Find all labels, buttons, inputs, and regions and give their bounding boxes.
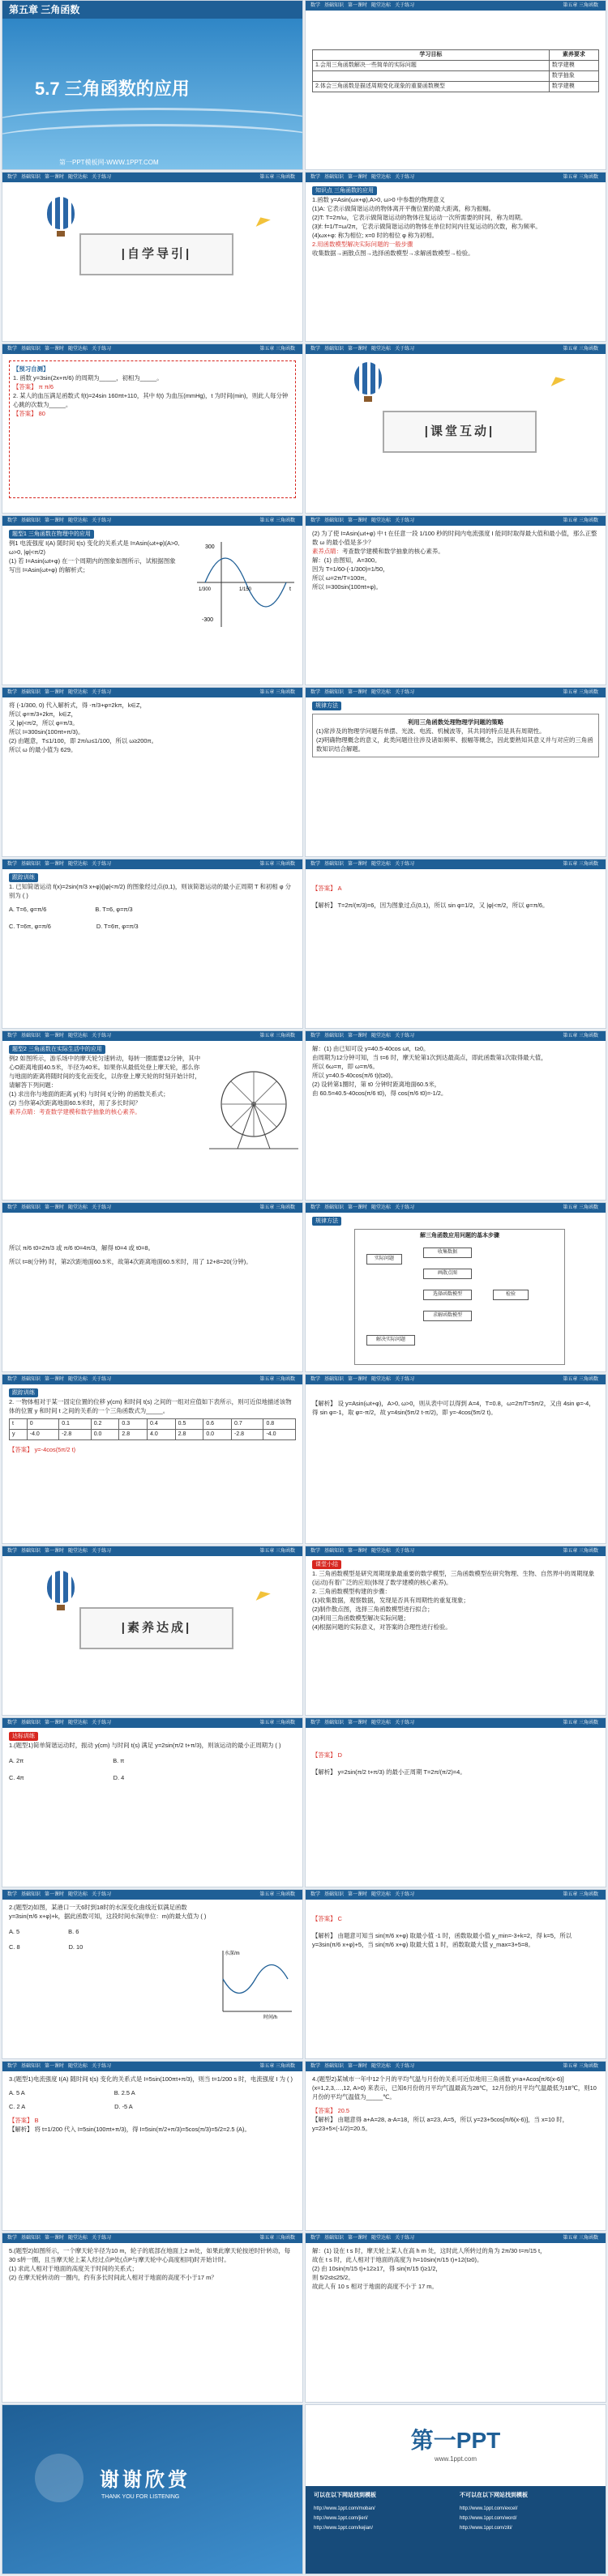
row-10 [0, 1546, 608, 1717]
section-title: |课堂互动| [383, 411, 537, 453]
row-14 [0, 2233, 608, 2404]
slide-10[interactable]: 数学 基础知识 第一课时 随堂达标 关于练习 第五章 三角函数 规律方法 利用三角函数处理物理学问题的策略 (1)常涉及的物理学问题有单摆、光波、电流、机械波等，其共同的特点是具有周期性。 (2)明确物理概念的意义，此类问题往往涉及诸如频率、振幅等概念，因此要熟知其意义并与对应的三角函数知识结合解题。 [305, 687, 606, 857]
table-cell: t [10, 1419, 28, 1430]
table-cell: 0.0 [91, 1430, 119, 1440]
row-13 [0, 2061, 608, 2233]
paper-plane-icon [548, 373, 566, 386]
link[interactable]: http://www.1ppt.com/excel/ [460, 2506, 518, 2511]
table-cell: 0 [27, 1419, 58, 1430]
table-cell: 0.5 [175, 1419, 203, 1430]
slide-27[interactable]: 数学 基础知识 第一课时 随堂达标 关于练习 第五章 三角函数 5.(题型2)如图所示，一个摩天轮半径为10 m，轮子的底部在地面上2 m处，如果此摩天轮按逆时针转动，每30 s转一圈，且当摩天轮上某人经过点P处(点P与摩天轮中心高度相同)时开始计时。 (1) 求此人相对于地面的高度关于时间的关系式； (2) 在摩天轮转动的一圈内，约有多长时间此人相对于地面的高度不小于17 m？ [2, 2233, 303, 2403]
water-depth-graph [215, 1947, 296, 2019]
slide-20[interactable]: 数学 基础知识 第一课时 随堂达标 关于练习 第五章 三角函数 课堂小结 1. 三角函数模型是研究周期现象最重要的数学模型，三角函数模型在研究物理、生物、自然界中的周期现象(运动)有着广泛的应用(体现了数学建模的核心素养)。 2. 三角函数模型构建的步骤： (1)收集数据，观察数据，发现是否具有周期性的重复现象； (2)制作散点图，选择三角函数模型进行拟合； (3)利用三角函数模型解决实际问题； (4)根据问题的实际意义，对答案的合理性进行检验。 [305, 1546, 606, 1716]
thanks-title: 谢谢欣赏 [100, 2469, 191, 2491]
svg-text:水深/m: 水深/m [225, 1951, 240, 1956]
slide-24[interactable]: 数学 基础知识 第一课时 随堂达标 关于练习 第五章 三角函数 【答案】 C 【解析】 由题意可知当 sin(π/6 x+φ) 取最小值 -1 时，函数取最小值 y_min=-3+k=2，得 k=5，所以 y=3sin(π/6 x+φ)+5，当 sin(π/6 x+φ) 取最大值 1 时，函数取最大值 y_max=3+5=8。 [305, 1889, 606, 2059]
row-5 [0, 687, 608, 859]
svg-text:时间/h: 时间/h [263, 2015, 278, 2019]
table-cell: 0.2 [91, 1419, 119, 1430]
balloon-icon [47, 1571, 75, 1603]
slide-8[interactable]: 数学 基础知识 第一课时 随堂达标 关于练习 第五章 三角函数 (2) 为了使 I=Asin(ωt+φ) 中 t 在任意一段 1/100 秒的时间内电流强度 I 能同时取得最大值和最小值，那么正整数 ω 的最小值是多少？ 素养点睛：考查数学建模和数学抽象的核心素养。 解：(1) 由图知，A=300。 因为 T=1/60-(-1/300)=1/50， 所以 ω=2π/T=100π。 所以 I=300sin(100πt+φ)。 [305, 515, 606, 685]
slide-14[interactable]: 数学 基础知识 第一课时 随堂达标 关于练习 第五章 三角函数 解：(1) 由已知可设 y=40.5-40cos ωt，t≥0。 由周期为12分钟可知，当 t=6 时，摩天轮第1次到达最高点，即此函数第1次取得最大值， 所以 6ω=π，即 ω=π/6。 所以 y=40.5-40cos(π/6 t)(t≥0)。 (2) 设转第1圈时，第 t0 分钟时距离地面60.5米， 由 60.5=40.5-40cos(π/6 t0)，得 cos(π/6 t0)=-1/2。 [305, 1030, 606, 1201]
slide-3[interactable]: 数学 基础知识 第一课时 随堂达标 关于练习 第五章 三角函数 |自学导引| [2, 172, 303, 342]
slide-15[interactable]: 数学 基础知识 第一课时 随堂达标 关于练习 第五章 三角函数 所以 π/6 t0=2π/3 或 π/6 t0=4π/3，解得 t0=4 或 t0=8。 所以 t=8(分钟) 时，第2次距地面60.5米，故第4次距离地面60.5米时，用了 12+8=20(分钟)。 [2, 1202, 303, 1372]
slide-29[interactable] [2, 2404, 303, 2574]
site: www.1ppt.com [434, 2455, 477, 2463]
table-cell: 0.0 [203, 1430, 232, 1440]
slide-22[interactable]: 数学 基础知识 第一课时 随堂达标 关于练习 第五章 三角函数 【答案】 D 【解析】 y=2sin(π/2 t+π/3) 的最小正周期 T=2π/(π/2)=4。 [305, 1717, 606, 1887]
table-cell: y [10, 1430, 28, 1440]
displacement-table [9, 1418, 296, 1440]
balloon-icon [47, 197, 75, 229]
table-cell: 0.1 [59, 1419, 91, 1430]
flowchart: 解三角函数应用问题的基本步骤 实际问题 收集数据 画散点图 选择函数模型 求解函数模型 检验 解决实际问题 [354, 1229, 565, 1365]
chapter-title: 第五章 三角函数 [2, 1, 302, 19]
link[interactable]: http://www.1ppt.com/word/ [460, 2516, 517, 2521]
paper-plane-icon [253, 214, 271, 227]
row-11 [0, 1717, 608, 1889]
svg-text:1/300: 1/300 [199, 587, 212, 592]
row-12 [0, 1889, 608, 2061]
svg-text:300: 300 [205, 544, 215, 550]
slide-13[interactable]: 数学 基础知识 第一课时 随堂达标 关于练习 第五章 三角函数 题型2 三角函数在实际生活中的应用 例2 如图所示，游乐场中的摩天轮匀速转动，每转一圈需要12分钟，其中心O距离地面40.5米，半径为40米。如果你从最低处登上摩天轮，那么你与地面的距离将随时间的变化而变化，以你登上摩天轮的时刻开始计时，请解答下列问题： (1) 求出你与地面的距离 y(米) 与时间 t(分钟) 的函数关系式； (2) 当你第4次距离地面60.5米时，用了多长时间？ 素养点睛：考查数学建模和数学抽象的核心素养。 [2, 1030, 303, 1201]
slide-11[interactable]: 数学 基础知识 第一课时 随堂达标 关于练习 第五章 三角函数 跟踪训练 1. 已知简谐运动 f(x)=2sin(π/3 x+φ)(|φ|<π/2) 的图象经过点(0,1)，则该简谐运动的最小正周期 T 和初相 φ 分别为 ( ) A. T=6, φ=π/6 B. T=6, φ=π/3 C. T=6π, φ=π/6 D. T=6π, φ=π/3 [2, 859, 303, 1029]
svg-text:-300: -300 [202, 617, 214, 623]
slide-23[interactable]: 数学 基础知识 第一课时 随堂达标 关于练习 第五章 三角函数 2.(题型2)如图，某港口一天6时到18时的水深变化曲线近似满足函数 y=3sin(π/6 x+φ)+k，据此函数可知，这段时间水深(单位：m)的最大值为 ( ) A. 5 B. 6 C. 8 D. 10 水深/m 时间/h [2, 1889, 303, 2059]
slide-2[interactable] [305, 0, 606, 170]
link[interactable]: http://www.1ppt.com/moban/ [314, 2506, 375, 2511]
row-2 [0, 172, 608, 343]
link[interactable]: http://www.1ppt.com/kejian/ [314, 2526, 374, 2531]
row-6 [0, 859, 608, 1030]
table-cell: 0.3 [119, 1419, 148, 1430]
slide-5[interactable]: 数学 基础知识 第一课时 随堂达标 关于练习 第五章 三角函数 【预习自测】 1. 函数 y=3sin(2x+π/6) 的周期为_____，初相为_____。 【答案】 π π/6 2. 某人的血压满足函数式 f(t)=24sin 160πt+110，其中 f(t) 为血压(mmHg)，t 为时间(min)，则此人每分钟心跳的次数为_____。 【答案】 80 [2, 343, 303, 514]
table-cell: -4.0 [263, 1430, 296, 1440]
section-title: |素养达成| [79, 1607, 233, 1649]
table-cell: 2.8 [175, 1430, 203, 1440]
link[interactable]: http://www.1ppt.com/ziti/ [460, 2526, 512, 2531]
thanks-subtitle: THANK YOU FOR LISTENING [101, 2494, 180, 2500]
balloon-icon [354, 362, 382, 395]
slide-4[interactable]: 数学 基础知识 第一课时 随堂达标 关于练习 第五章 三角函数 知识点 三角函数的应用 1.函数 y=Asin(ωx+φ),A>0, ω>0 中参数的物理意义 (1)A: 它表示做简谐运动的物体离开平衡位置的最大距离，称为振幅。 (2)T: T=2π/ω，它表示做简谐运动的物体往复运动一次所需要的时间，称为周期。 (3)f: f=1/T=ω/2π，它表示做简谐运动的物体在单位时间内往复运动的次数，称为频率。 (4)ωx+φ: 称为相位; x=0 时的相位 φ 称为初相。 2.用函数模型解决实际问题的一般步骤 收集数据→画散点图→选择函数模型→求解函数模型→检验。 [305, 172, 606, 342]
row-3 [0, 343, 608, 515]
svg-text:t: t [289, 586, 291, 592]
section-title: |自学导引| [79, 233, 233, 275]
row-9 [0, 1374, 608, 1546]
ferris-wheel-icon [209, 1064, 298, 1153]
slide-7[interactable]: 数学 基础知识 第一课时 随堂达标 关于练习 第五章 三角函数 题型1 三角函数在物理中的应用 例1 电流强度 I(A) 随时间 t(s) 变化的关系式是 I=Asin(ωt+φ)(A>0, ω>0, |φ|<π/2) (1) 若 I=Asin(ωt+φ) 在一个周期内的图象如图所示，试根据图象写出 I=Asin(ωt+φ) 的解析式； 300 -300 1/150 1/300 t [2, 515, 303, 685]
svg-text:1/150: 1/150 [239, 587, 252, 592]
slide-28[interactable]: 数学 基础知识 第一课时 随堂达标 关于练习 第五章 三角函数 解：(1) 设在 t s 时，摩天轮上某人在高 h m 处，这时此人所转过的角为 2π/30 t=π/15 t， 故在 t s 时，此人相对于地面的高度为 h=10sin(π/15 t)+12(t≥0)。 (2) 由 10sin(π/15 t)+12≥17，得 sin(π/15 t)≥1/2， 则 5/2≤t≤25/2。 故此人有 10 s 相对于地面的高度不小于 17 m。 [305, 2233, 606, 2403]
table-cell: 2.8 [119, 1430, 148, 1440]
slide-21[interactable]: 数学 基础知识 第一课时 随堂达标 关于练习 第五章 三角函数 达标训练 1.(题型1)简单简谐运动时，振动 y(cm) 与时间 t(s) 满足 y=2sin(π/2 t+π/3)，则该运动的最小正周期为 ( ) A. 2π B. π C. 4π D. 4 [2, 1717, 303, 1887]
row-15 [0, 2404, 608, 2576]
slide-17[interactable]: 数学 基础知识 第一课时 随堂达标 关于练习 第五章 三角函数 跟踪训练 2. 一物体相对于某一固定位置的位移 y(cm) 和时间 t(s) 之间的一组对应值如下表所示，则可近似地描述该物体的位置 y 和时间 t 之间的关系的一个三角函数式为_____。 t 0 0.1 0.2 0.3 0.4 0.5 0.6 0.7 0.8 y -4.0 -2.8 0.0 2.8 4.0 2.8 0.0 -2.8 -4.0 【答案】 y=-4cos(5π/2 t) [2, 1374, 303, 1544]
row-8 [0, 1202, 608, 1374]
slide-26[interactable]: 数学 基础知识 第一课时 随堂达标 关于练习 第五章 三角函数 4.(题型2)某城市一年中12个月的平均气温与月份的关系可近似地用三角函数 y=a+Acos[π/6(x-6)](x=1,2,3,…,12, A>0) 来表示，已知6月份的月平均气温最高为28℃，12月份的月平均气温最低为18℃，则10月份的平均气温值为_____℃。 【答案】 20.5 【解析】 由题意得 a+A=28, a-A=18，所以 a=23, A=5，所以 y=23+5cos[π/6(x-6)]，当 x=10 时，y=23+5×(-1/2)=20.5。 [305, 2061, 606, 2231]
link[interactable]: http://www.1ppt.com/jieri/ [314, 2516, 368, 2521]
table-cell: 4.0 [148, 1430, 176, 1440]
row-1 [0, 0, 608, 172]
row-4 [0, 515, 608, 687]
current-graph [189, 534, 298, 631]
nav-bar: 数学 基础知识 第一课时 随堂达标 关于练习 第五章 三角函数 [306, 1, 606, 11]
lesson-title: 5.7 三角函数的应用 [35, 79, 190, 99]
table-cell: -2.8 [231, 1430, 263, 1440]
table-cell: 0.7 [231, 1419, 263, 1430]
paper-plane-icon [253, 1588, 271, 1601]
slide-18[interactable]: 数学 基础知识 第一课时 随堂达标 关于练习 第五章 三角函数 【解析】 设 y=Asin(ωt+φ)，A>0, ω>0，则从表中可以得到 A=4，T=0.8，ω=2π/T=5π/2，又由 4sin φ=-4，得 sin φ=-1，取 φ=-π/2，故 y=4sin(5π/2 t-π/2)，即 y=-4cos(5π/2 t)。 [305, 1374, 606, 1544]
table-cell: -2.8 [59, 1430, 91, 1440]
table-cell: -4.0 [27, 1430, 58, 1440]
table-cell: 0.8 [263, 1419, 296, 1430]
row-7 [0, 1030, 608, 1202]
slide-9[interactable]: 数学 基础知识 第一课时 随堂达标 关于练习 第五章 三角函数 将 (-1/300, 0) 代入解析式，得 -π/3+φ=2kπ，k∈Z， 所以 φ=π/3+2kπ，k∈Z， 又 |φ|<π/2，所以 φ=π/3。 所以 I=300sin(100πt+π/3)。 (2) 由题意，T≤1/100，即 2π/ω≤1/100，所以 ω≥200π。 所以 ω 的最小值为 629。 [2, 687, 303, 857]
slide-1[interactable] [2, 0, 303, 170]
site-url: 第一PPT模板网-WWW.1PPT.COM [59, 159, 159, 166]
slide-19[interactable]: 数学 基础知识 第一课时 随堂达标 关于练习 第五章 三角函数 |素养达成| [2, 1546, 303, 1716]
slide-6[interactable]: 数学 基础知识 第一课时 随堂达标 关于练习 第五章 三角函数 |课堂互动| [305, 343, 606, 514]
slide-25[interactable]: 数学 基础知识 第一课时 随堂达标 关于练习 第五章 三角函数 3.(题型1)电流强度 I(A) 随时间 t(s) 变化的关系式是 I=5sin(100πt+π/3)，则当 t=1/200 s 时，电流强度 I 为 ( ) A. 5 A B. 2.5 A C. 2 A D. -5 A 【答案】 B 【解析】 将 t=1/200 代入 I=5sin(100πt+π/3)，得 I=5sin(π/2+π/3)=5cos(π/3)=5/2=2.5 (A)。 [2, 2061, 303, 2231]
slide-16[interactable]: 数学 基础知识 第一课时 随堂达标 关于练习 第五章 三角函数 规律方法 解三角函数应用问题的基本步骤 实际问题 收集数据 画散点图 选择函数模型 求解函数模型 检验 解决实际问题 [305, 1202, 606, 1372]
decor-circle-icon [35, 2454, 83, 2502]
goals-table: 学习目标 素养要求 1.会用三角函数解决一些简单的实际问题 数学建模 数学抽象 2.体会三角函数是描述周期变化现象的重要函数模型 数学建模 [312, 49, 599, 92]
table-cell: 0.4 [148, 1419, 176, 1430]
slide-12[interactable]: 数学 基础知识 第一课时 随堂达标 关于练习 第五章 三角函数 【答案】 A 【解析】 T=2π/(π/3)=6，因为图象过点(0,1)，所以 sin φ=1/2，又 |φ|<π/2，所以 φ=π/6。 [305, 859, 606, 1029]
logo: 第一PPT [410, 2428, 501, 2453]
slide-30[interactable]: 第一PPT www.1ppt.com 可以在以下网站找到模板 不可以在以下网站找到模板 http://www.1ppt.com/moban/ http://www.1ppt.com/jieri/ http://www.1ppt.com/kejian/ http://www.1ppt.com/excel/ http://www.1ppt.com/word/ http://www.1ppt.com/ziti/ [305, 2404, 606, 2574]
table-cell: 0.6 [203, 1419, 232, 1430]
